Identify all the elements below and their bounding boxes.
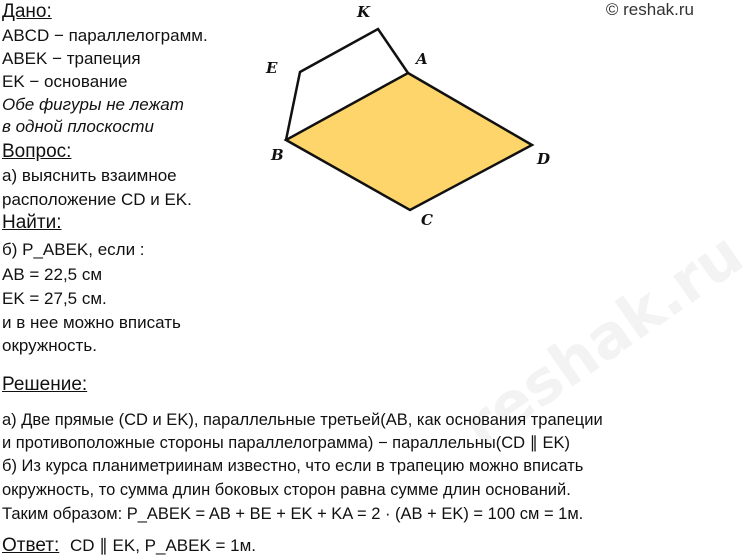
given-line-3: EK − основание — [2, 72, 128, 91]
label-e: E — [266, 59, 278, 77]
find-heading: Найти: — [2, 212, 62, 233]
label-d: D — [537, 150, 551, 168]
find-line-3: EK = 27,5 см. — [2, 289, 107, 308]
solution-line-4: окружность, то сумма длин боковых сторон равна сумме длин оснований. — [2, 481, 571, 499]
given-line-1: ABCD − параллелограмм. — [2, 26, 208, 45]
given-line-2: ABEK − трапеция — [2, 49, 141, 68]
label-b: B — [271, 146, 284, 164]
diagonal-watermark: reshak.ru — [450, 219, 756, 463]
label-k: K — [357, 3, 371, 21]
find-line-2: AB = 22,5 см — [2, 265, 103, 284]
solution-line-5: Таким образом: P_ABEK = AB + BE + EK + KA = 2 · (AB + EK) = 100 см = 1м. — [2, 505, 584, 523]
label-c: C — [421, 211, 433, 229]
find-line-5: окружность. — [2, 336, 97, 355]
solution-line-1: а) Две прямые (CD и EK), параллельные третьей(AB, как основания трапеции — [2, 411, 603, 429]
answer-text: CD ∥ EK, P_ABEK = 1м. — [70, 536, 257, 555]
question-heading: Вопрос: — [2, 141, 72, 162]
question-line-1: а) выяснить взаимное — [2, 166, 177, 185]
solution-line-3: б) Из курса планиметриинам известно, что если в трапецию можно вписать — [2, 457, 584, 475]
find-line-4: и в нее можно вписать — [2, 313, 181, 332]
answer-heading: Ответ: — [2, 535, 60, 556]
solution-heading: Решение: — [2, 374, 88, 395]
question-line-2: расположение CD и EK. — [2, 190, 192, 209]
solution-line-2: и противоположные стороны параллелограмма) − параллельны(CD ∥ EK) — [2, 434, 570, 452]
answer-row — [2, 536, 256, 556]
given-line-4: Обе фигуры не лежат — [2, 95, 184, 114]
label-a: A — [416, 50, 428, 68]
parallelogram-abcd — [286, 73, 532, 210]
given-line-5: в одной плоскости — [2, 117, 154, 136]
find-line-1: б) P_ABEK, если : — [2, 240, 145, 259]
given-heading: Дано: — [2, 1, 52, 22]
site-watermark: © reshak.ru — [605, 0, 694, 19]
